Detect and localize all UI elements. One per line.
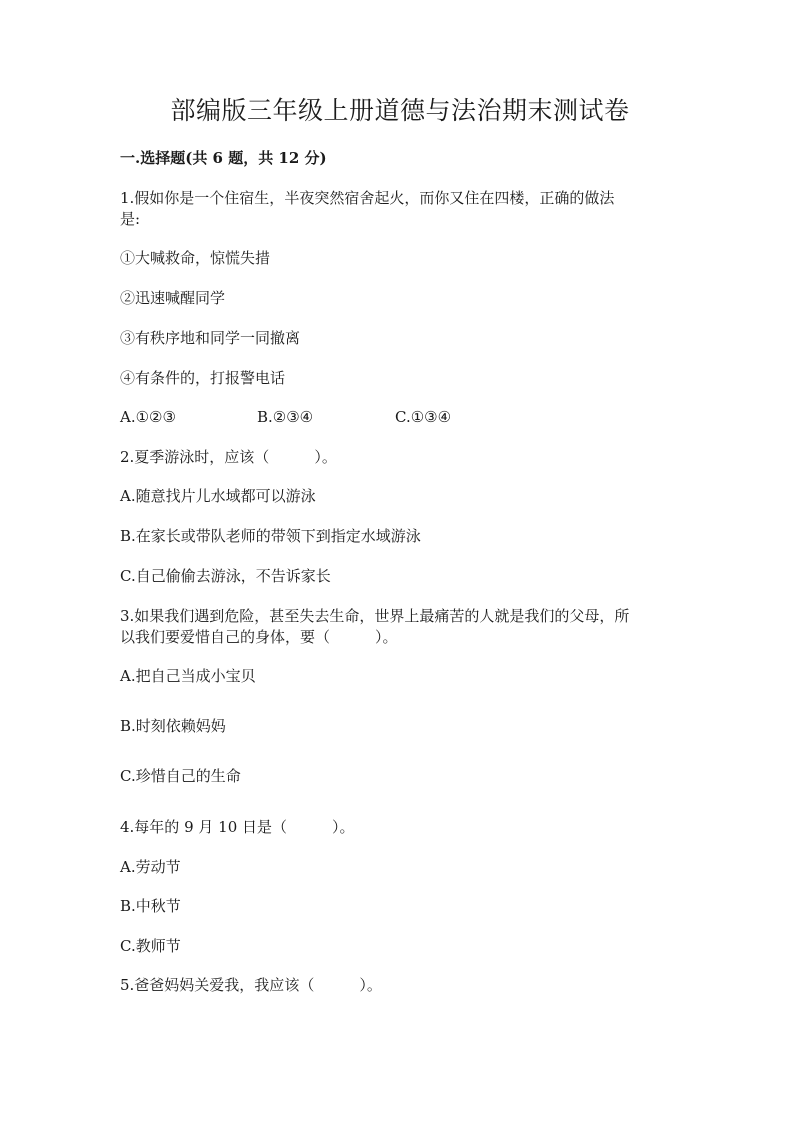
question-1-item-4: ④有条件的，打报警电话 (120, 369, 286, 387)
question-3-stem-line-1: 3.如果我们遇到危险，甚至失去生命，世界上最痛苦的人就是我们的父母，所 (120, 607, 630, 625)
question-1-item-1: ①大喊救命，惊慌失措 (120, 249, 271, 267)
question-1-options (120, 406, 680, 428)
question-4-option-c: C.教师节 (120, 937, 181, 955)
question-5-stem: 5.爸爸妈妈关爱我，我应该（ ）。 (120, 976, 382, 994)
question-2-option-a: A.随意找片儿水域都可以游泳 (120, 487, 316, 505)
section-heading: 一.选择题(共 6 题，共 12 分) (120, 149, 327, 167)
question-1-option-b: B.②③④ (257, 408, 314, 426)
question-3-option-a: A.把自己当成小宝贝 (120, 667, 256, 685)
question-2-option-b: B.在家长或带队老师的带领下到指定水域游泳 (120, 527, 421, 545)
question-3-option-c: C.珍惜自己的生命 (120, 767, 241, 785)
question-1-item-3: ③有秩序地和同学一同撤离 (120, 329, 301, 347)
question-4-stem: 4.每年的 9 月 10 日是（ ）。 (120, 818, 355, 836)
question-1-stem-line-2: 是: (120, 210, 141, 228)
question-1-stem-line-1: 1.假如你是一个住宿生，半夜突然宿舍起火，而你又住在四楼，正确的做法 (120, 189, 615, 207)
question-3-option-b: B.时刻依赖妈妈 (120, 717, 226, 735)
question-1-item-2: ②迅速喊醒同学 (120, 289, 226, 307)
question-3-stem-line-2: 以我们要爱惜自己的身体，要（ ）。 (120, 628, 398, 646)
page-title: 部编版三年级上册道德与法治期末测试卷 (170, 96, 630, 125)
question-1-option-a: A.①②③ (120, 408, 176, 426)
question-2-stem: 2.夏季游泳时，应该（ ）。 (120, 448, 337, 466)
question-4-option-b: B.中秋节 (120, 897, 181, 915)
question-4-option-a: A.劳动节 (120, 858, 181, 876)
question-2-option-c: C.自己偷偷去游泳，不告诉家长 (120, 567, 331, 585)
question-1-option-c: C.①③④ (395, 408, 452, 426)
